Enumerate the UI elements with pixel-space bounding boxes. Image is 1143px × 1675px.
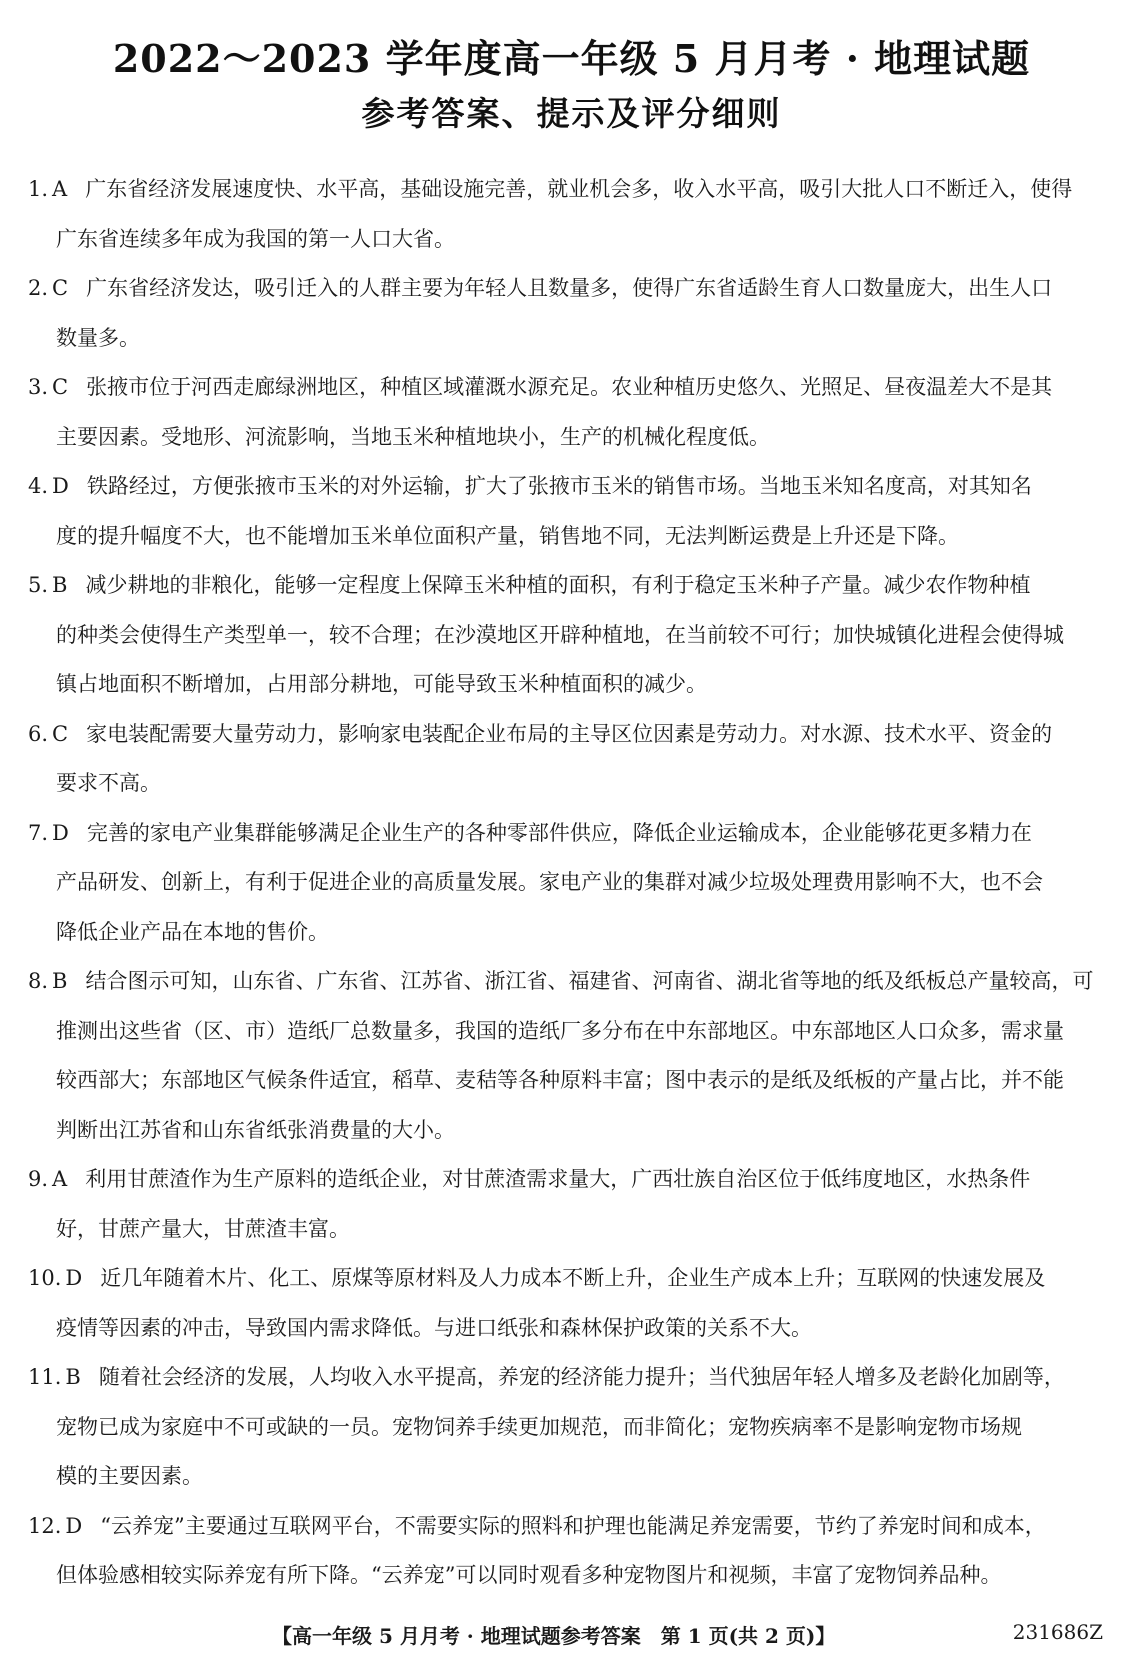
explanation-text: 近几年随着木片、化工、原煤等原材料及人力成本不断上升，企业生产成本上升；互联网的快速发展及 xyxy=(100,1266,1046,1290)
answer-key: B xyxy=(52,573,68,597)
explanation-text: 减少耕地的非粮化，能够一定程度上保障玉米种植的面积，有利于稳定玉米种子产量。减少农作物种植 xyxy=(85,573,1031,597)
explanation-text: 但体验感相较实际养宠有所下降。“云养宠”可以同时观看多种宠物图片和视频，丰富了宠物饲养品种。 xyxy=(56,1563,1002,1587)
explanation-text: 完善的家电产业集群能够满足企业生产的各种零部件供应，降低企业运输成本，企业能够花更多精力在 xyxy=(86,820,1032,845)
answer-key: D xyxy=(52,820,69,845)
question-number: 3. xyxy=(28,375,49,399)
answer-first-line xyxy=(28,1254,1108,1304)
answer-first-line xyxy=(28,264,1108,314)
answer-continuation-line xyxy=(28,215,1108,265)
explanation-text: 家电装配需要大量劳动力，影响家电装配企业布局的主导区位因素是劳动力。对水源、技术水平、资金的 xyxy=(86,721,1053,746)
question-number: 7. xyxy=(28,820,49,845)
answer-key: C xyxy=(52,375,69,399)
explanation-text: 数量多。 xyxy=(56,325,140,350)
explanation-text: 张掖市位于河西走廊绿洲地区，种植区域灌溉水源充足。农业种植历史悠久、光照足、昼夜温差大不是其 xyxy=(86,375,1053,399)
explanation-text: 镇占地面积不断增加，占用部分耕地，可能导致玉米种植面积的减少。 xyxy=(56,672,707,696)
answer-key: B xyxy=(65,1365,81,1389)
explanation-text: 降低企业产品在本地的售价。 xyxy=(56,919,329,944)
answer-key: A xyxy=(52,1167,68,1191)
answer-first-line xyxy=(28,561,1108,611)
question-number: 8. xyxy=(28,969,49,993)
explanation-text: 广东省经济发展速度快、水平高，基础设施完善，就业机会多，收入水平高，吸引大批人口不断迁入，使得 xyxy=(85,177,1073,201)
footer-doc-code: 231686Z xyxy=(1012,1620,1103,1644)
answer-first-line xyxy=(28,462,1108,512)
answer-key: A xyxy=(52,177,68,201)
answer-first-line xyxy=(28,165,1108,215)
question-number: 6. xyxy=(28,721,49,746)
answer-first-line xyxy=(28,809,1108,859)
explanation-text: 主要因素。受地形、河流影响，当地玉米种植地块小，生产的机械化程度低。 xyxy=(56,424,770,449)
explanation-text: 利用甘蔗渣作为生产原料的造纸企业，对甘蔗渣需求量大，广西壮族自治区位于低纬度地区，水热条件 xyxy=(85,1167,1031,1191)
answer-continuation-line xyxy=(28,1007,1108,1057)
explanation-text: 广东省连续多年成为我国的第一人口大省。 xyxy=(56,226,455,251)
answer-item xyxy=(28,809,1108,958)
question-number: 10. xyxy=(28,1266,62,1290)
explanation-text: 判断出江苏省和山东省纸张消费量的大小。 xyxy=(56,1117,455,1142)
explanation-text: 的种类会使得生产类型单一，较不合理；在沙漠地区开辟种植地，在当前较不可行；加快城镇化进程会使得城 xyxy=(56,622,1064,647)
question-number: 5. xyxy=(28,573,49,597)
answer-key: C xyxy=(52,276,69,300)
answer-continuation-line xyxy=(28,660,1108,710)
answer-first-line xyxy=(28,363,1108,413)
footer-page-info: 【高一年级 5 月月考 · 地理试题参考答案 第 1 页(共 2 页)】 xyxy=(272,1624,836,1648)
answer-item xyxy=(28,1155,1108,1254)
question-number: 12. xyxy=(28,1513,62,1538)
explanation-text: 宠物已成为家庭中不可或缺的一员。宠物饲养手续更加规范，而非简化；宠物疾病率不是影响宠物市场规 xyxy=(56,1414,1022,1439)
answer-first-line xyxy=(28,957,1108,1007)
answer-continuation-line xyxy=(28,1205,1108,1255)
explanation-text: 度的提升幅度不大，也不能增加玉米单位面积产量，销售地不同，无法判断运费是上升还是下降。 xyxy=(56,523,959,548)
answer-item xyxy=(28,462,1108,561)
explanation-text: 模的主要因素。 xyxy=(56,1464,203,1488)
answer-item xyxy=(28,561,1108,710)
answer-continuation-line xyxy=(28,611,1108,661)
explanation-text: 推测出这些省（区、市）造纸厂总数量多，我国的造纸厂多分布在中东部地区。中东部地区人口众多，需求量 xyxy=(56,1018,1064,1043)
explanation-text: “云养宠”主要通过互联网平台，不需要实际的照料和护理也能满足养宠需要，节约了养宠时间和成本， xyxy=(100,1513,1046,1538)
answer-continuation-line xyxy=(28,413,1108,463)
answer-key: D xyxy=(65,1266,83,1290)
explanation-text: 较西部大；东部地区气候条件适宜，稻草、麦秸等各种原料丰富；图中表示的是纸及纸板的产量占比，并不能 xyxy=(56,1068,1064,1092)
explanation-text: 要求不高。 xyxy=(56,771,161,795)
explanation-text: 随着社会经济的发展，人均收入水平提高，养宠的经济能力提升；当代独居年轻人增多及老龄化加剧等， xyxy=(98,1365,1065,1389)
answer-continuation-line xyxy=(28,1551,1108,1601)
answer-first-line xyxy=(28,1155,1108,1205)
answer-continuation-line xyxy=(28,1056,1108,1106)
explanation-text: 好，甘蔗产量大，甘蔗渣丰富。 xyxy=(56,1216,350,1241)
answer-continuation-line xyxy=(28,759,1108,809)
explanation-text: 疫情等因素的冲击，导致国内需求降低。与进口纸张和森林保护政策的关系不大。 xyxy=(56,1315,812,1340)
answer-item xyxy=(28,710,1108,809)
page-subtitle: 参考答案、提示及评分细则 xyxy=(361,94,782,133)
question-number: 11. xyxy=(28,1365,62,1389)
answer-continuation-line xyxy=(28,1106,1108,1156)
question-number: 1. xyxy=(28,177,49,201)
answer-continuation-line xyxy=(28,1403,1108,1453)
answer-continuation-line xyxy=(28,1452,1108,1502)
question-number: 9. xyxy=(28,1167,49,1191)
answer-key: B xyxy=(52,969,68,993)
page-title: 2022～2023 学年度高一年级 5 月月考 · 地理试题 xyxy=(112,36,1031,81)
answer-key: D xyxy=(65,1513,83,1538)
answer-item xyxy=(28,264,1108,363)
answer-continuation-line xyxy=(28,858,1108,908)
answer-item xyxy=(28,165,1108,264)
explanation-text: 广东省经济发达，吸引迁入的人群主要为年轻人且数量多，使得广东省适龄生育人口数量庞大，出生人口 xyxy=(86,276,1053,300)
answer-first-line xyxy=(28,1353,1108,1403)
answer-list xyxy=(28,165,1108,1601)
explanation-text: 结合图示可知，山东省、广东省、江苏省、浙江省、福建省、河南省、湖北省等地的纸及纸板总产量较高，可 xyxy=(85,969,1094,993)
question-number: 2. xyxy=(28,276,49,300)
answer-key: C xyxy=(52,721,69,746)
question-number: 4. xyxy=(28,474,49,498)
answer-first-line xyxy=(28,1502,1108,1552)
answer-first-line xyxy=(28,710,1108,760)
explanation-text: 产品研发、创新上，有利于促进企业的高质量发展。家电产业的集群对减少垃圾处理费用影响不大，也不会 xyxy=(56,870,1043,894)
explanation-text: 铁路经过，方便张掖市玉米的对外运输，扩大了张掖市玉米的销售市场。当地玉米知名度高，对其知名 xyxy=(86,474,1032,498)
answer-continuation-line xyxy=(28,908,1108,958)
answer-item xyxy=(28,1502,1108,1601)
answer-item xyxy=(28,1254,1108,1353)
answer-item xyxy=(28,957,1108,1155)
answer-continuation-line xyxy=(28,1304,1108,1354)
answer-key: D xyxy=(52,474,69,498)
answer-item xyxy=(28,363,1108,462)
answer-continuation-line xyxy=(28,512,1108,562)
answer-continuation-line xyxy=(28,314,1108,364)
answer-item xyxy=(28,1353,1108,1502)
